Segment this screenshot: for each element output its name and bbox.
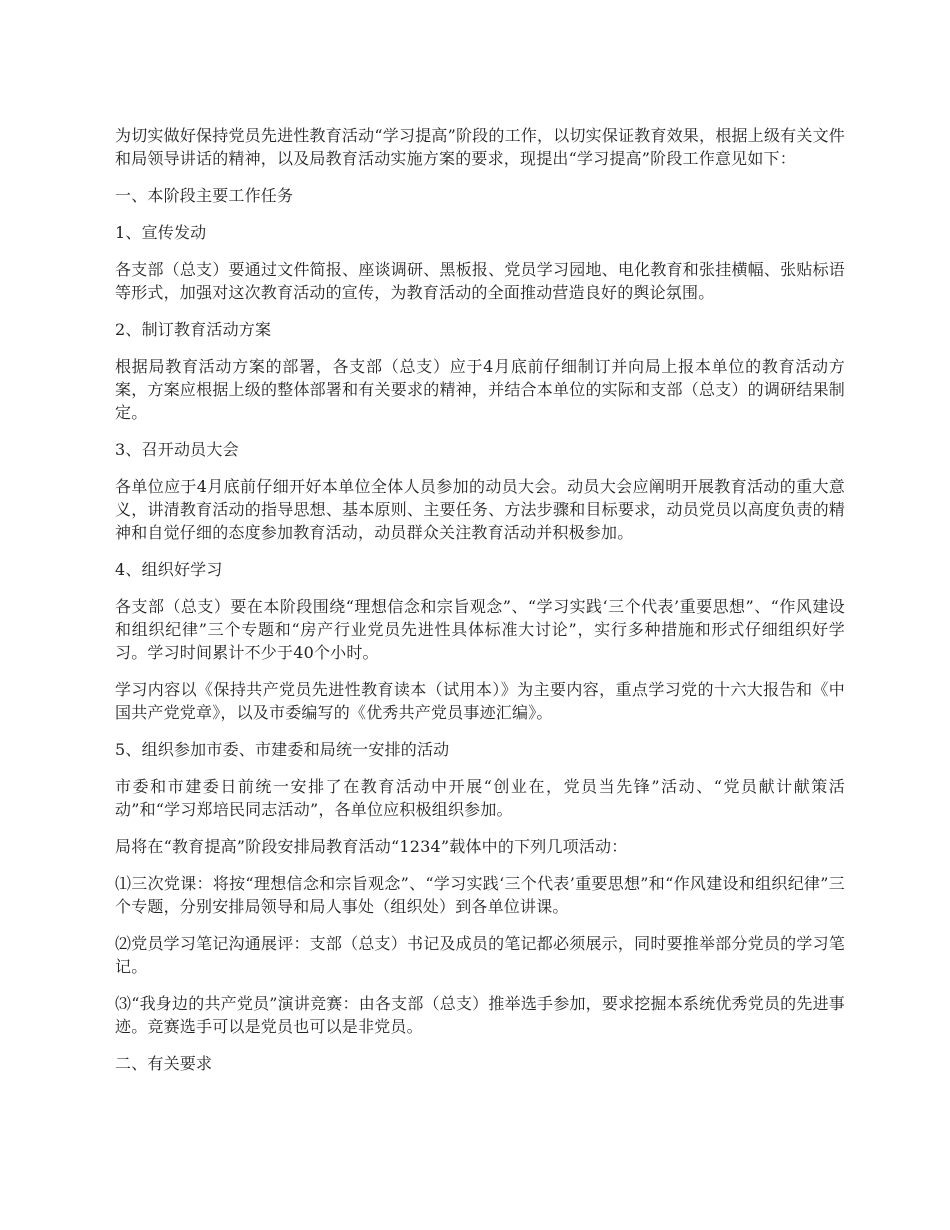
subheading-mobilization: 3、召开动员大会	[115, 440, 239, 459]
activity-item-1: ⑴三次党课：将按“理想信念和宗旨观念”、“学习实践‘三个代表’重要思想”和“作风建设和组织纪律”三个专题，分别安排局领导和局人事处（组织处）到各单位讲课。	[115, 874, 845, 916]
section-heading-main-tasks: 一、本阶段主要工作任务	[115, 186, 294, 205]
plan-paragraph: 根据局教育活动方案的部署，各支部（总支）应于4月底前仔细制订并向局上报本单位的教育活动方案，方案应根据上级的整体部署和有关要求的精神，并结合本单位的实际和支部（总支）的调研结果制定。	[115, 357, 845, 422]
study-paragraph: 各支部（总支）要在本阶段围绕“理想信念和宗旨观念”、“学习实践‘三个代表’重要思想”、“作风建设和组织纪律”三个专题和“房产行业党员先进性具体标准大讨论”，实行多种措施和形式仔细组织好学习。学习时间累计不少于40个小时。	[115, 597, 845, 662]
activities-paragraph: 市委和市建委日前统一安排了在教育活动中开展“创业在，党员当先锋”活动、“党员献计献策活动”和“学习郑培民同志活动”，各单位应积极组织参加。	[115, 777, 845, 819]
subheading-activities: 5、组织参加市委、市建委和局统一安排的活动	[115, 740, 450, 759]
mobilization-paragraph: 各单位应于4月底前仔细开好本单位全体人员参加的动员大会。动员大会应阐明开展教育活动的重大意义，讲清教育活动的指导思想、基本原则、主要任务、方法步骤和目标要求，动员党员以高度负责的精神和自觉仔细的态度参加教育活动，动员群众关注教育活动并积极参加。	[115, 477, 845, 542]
section-heading-requirements: 二、有关要求	[115, 1054, 213, 1073]
publicity-paragraph: 各支部（总支）要通过文件简报、座谈调研、黑板报、党员学习园地、电化教育和张挂横幅、张贴标语等形式，加强对这次教育活动的宣传，为教育活动的全面推动营造良好的舆论氛围。	[115, 260, 845, 302]
subheading-study: 4、组织好学习	[115, 560, 223, 579]
activities-intro-paragraph: 局将在“教育提高”阶段安排局教育活动“1234”载体中的下列几项活动：	[115, 837, 628, 856]
subheading-plan: 2、制订教育活动方案	[115, 320, 272, 339]
study-content-paragraph: 学习内容以《保持共产党员先进性教育读本（试用本）》为主要内容，重点学习党的十六大报告和《中国共产党党章》，以及市委编写的《优秀共产党员事迹汇编》。	[115, 680, 845, 722]
subheading-publicity: 1、宣传发动	[115, 223, 207, 242]
document-page	[115, 124, 845, 1089]
activity-item-2: ⑵党员学习笔记沟通展评：支部（总支）书记及成员的笔记都必须展示，同时要推举部分党员的学习笔记。	[115, 934, 845, 976]
intro-paragraph: 为切实做好保持党员先进性教育活动“学习提高”阶段的工作，以切实保证教育效果，根据上级有关文件和局领导讲话的精神，以及局教育活动实施方案的要求，现提出“学习提高”阶段工作意见如下：	[115, 126, 845, 168]
activity-item-3: ⑶“我身边的共产党员”演讲竞赛：由各支部（总支）推举选手参加，要求挖掘本系统优秀党员的先进事迹。竞赛选手可以是党员也可以是非党员。	[115, 994, 845, 1036]
